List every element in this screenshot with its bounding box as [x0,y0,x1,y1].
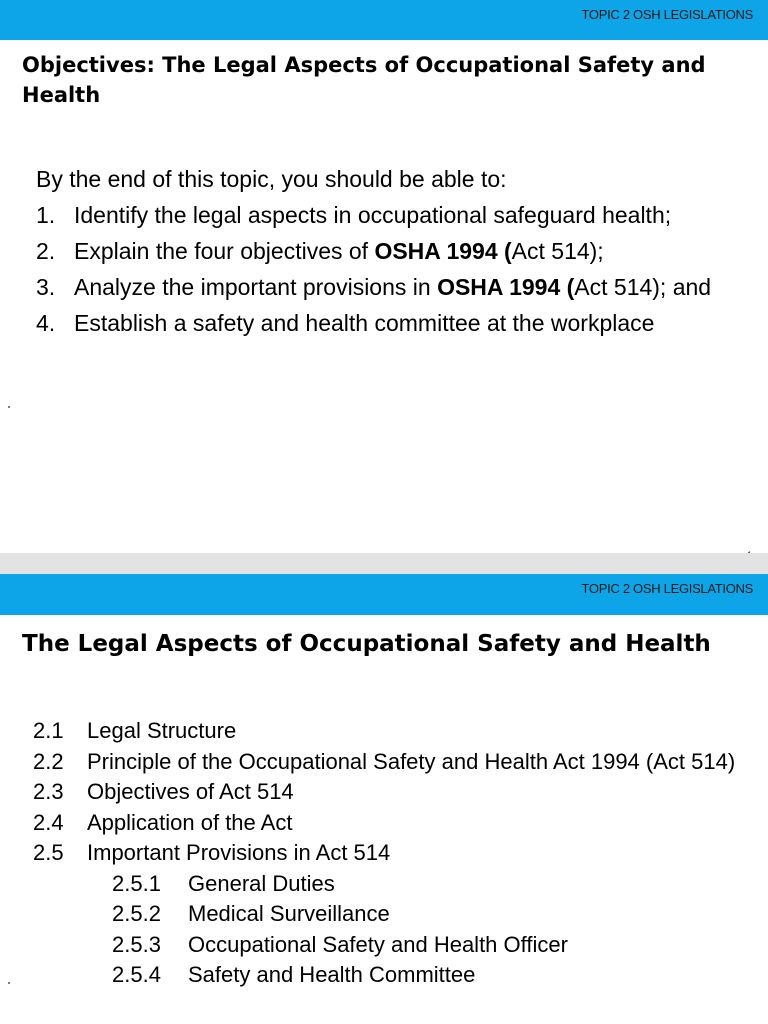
slide-title: The Legal Aspects of Occupational Safety and Health [22,631,711,657]
item-number: 1. [36,202,56,228]
item-text: Identify the legal aspects in occupational safeguard health; [74,202,672,228]
item-text: General Duties [188,870,335,896]
item-text: Safety and Health Committee [188,962,476,987]
header-bar [0,574,768,615]
item-text: Principle of the Occupational Safety and Health Act 1994 (Act 514) [87,748,736,774]
list-item [36,269,736,305]
list-item [33,838,753,869]
item-number: 2.5.4 [112,962,161,987]
list-subitem [33,960,753,991]
list-item [33,716,753,747]
marker-dot [8,406,10,408]
slide-title: Objectives: The Legal Aspects of Occupational Safety and Health [22,53,706,107]
header-bar [0,0,768,40]
list-item [33,808,753,839]
list-item [36,233,736,269]
list-subitem [33,899,753,930]
marker-dot [8,982,10,984]
item-text-pre: Analyze the important provisions in [74,274,438,300]
item-number: 2.5 [33,840,64,865]
item-text: Occupational Safety and Health Officer [188,931,568,957]
item-text-post: Act 514); [511,238,604,264]
item-text: Medical Surveillance [188,901,390,926]
item-text: Objectives of Act 514 [87,779,294,804]
item-text-post: Act 514); and [574,274,712,300]
list-item [33,747,753,778]
list-item [36,197,736,233]
item-number: 2.4 [33,809,64,835]
item-text: Important Provisions in Act 514 [87,840,391,865]
item-text: Establish a safety and health committee at the workplace [74,310,655,336]
header-label: TOPIC 2 OSH LEGISLATIONS [581,7,753,22]
item-text-pre: Explain the four objectives of [74,238,375,264]
item-number: 4. [36,310,56,336]
item-text: Application of the Act [87,809,293,835]
item-number: 2.5.2 [112,901,161,926]
item-text-bold: OSHA 1994 ( [437,274,575,300]
item-number: 3. [36,274,56,300]
slide-separator [0,553,768,574]
objectives-list [36,197,736,341]
item-number: 2.5.1 [112,870,161,896]
list-subitem [33,869,753,900]
item-number: 2.1 [33,718,64,743]
item-number: 2.5.3 [112,931,161,957]
topic-contents-list [33,716,753,991]
item-text: Legal Structure [87,718,237,743]
list-item [36,305,736,341]
item-number: 2. [36,238,56,264]
list-subitem [33,930,753,961]
item-text-bold: OSHA 1994 ( [374,238,512,264]
item-number: 2.2 [33,748,64,774]
header-label: TOPIC 2 OSH LEGISLATIONS [581,581,753,596]
item-number: 2.3 [33,779,64,804]
list-item [33,777,753,808]
intro-text: By the end of this topic, you should be able to: [36,166,507,192]
